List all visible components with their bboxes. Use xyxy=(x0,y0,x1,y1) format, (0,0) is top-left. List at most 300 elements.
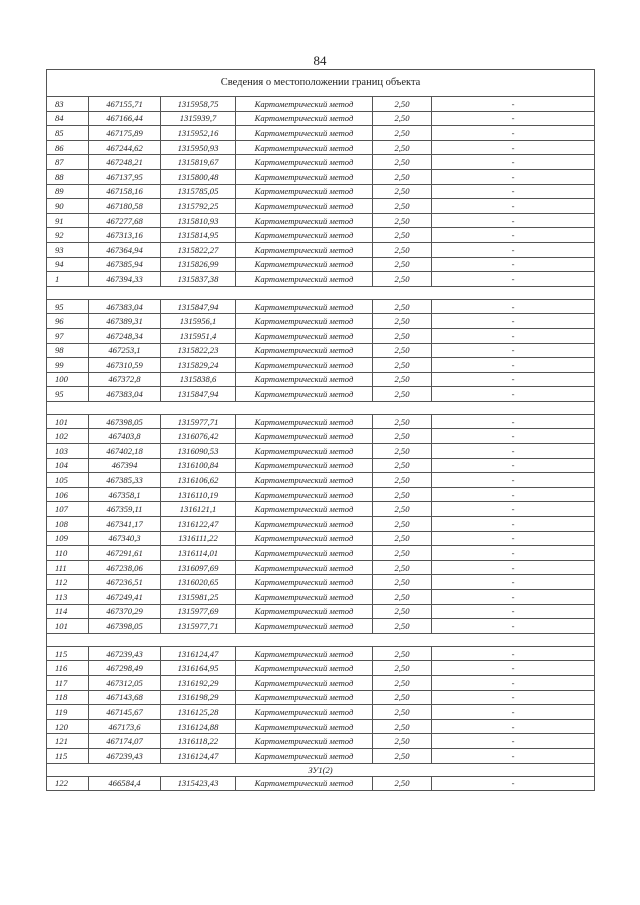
precision-cell: 2,50 xyxy=(373,619,432,634)
description-cell: - xyxy=(432,155,595,170)
description-cell: - xyxy=(432,314,595,329)
precision-cell: 2,50 xyxy=(373,690,432,705)
coord-y-cell: 1316114,01 xyxy=(161,546,236,561)
precision-cell: 2,50 xyxy=(373,748,432,763)
description-cell: - xyxy=(432,661,595,676)
description-cell: - xyxy=(432,242,595,257)
coord-x-cell: 467394 xyxy=(89,458,161,473)
precision-cell: 2,50 xyxy=(373,675,432,690)
coord-x-cell: 467364,94 xyxy=(89,242,161,257)
description-cell: - xyxy=(432,126,595,141)
description-cell: - xyxy=(432,372,595,387)
precision-cell: 2,50 xyxy=(373,734,432,749)
coord-x-cell: 467180,58 xyxy=(89,199,161,214)
table-row xyxy=(47,675,595,690)
precision-cell: 2,50 xyxy=(373,272,432,287)
description-cell: - xyxy=(432,111,595,126)
coord-x-cell: 467158,16 xyxy=(89,184,161,199)
description-cell: - xyxy=(432,328,595,343)
description-cell: - xyxy=(432,458,595,473)
description-cell: - xyxy=(432,272,595,287)
precision-cell: 2,50 xyxy=(373,429,432,444)
description-cell: - xyxy=(432,169,595,184)
point-number-cell: 101 xyxy=(47,414,89,429)
coord-y-cell: 1316122,47 xyxy=(161,517,236,532)
separator-cell xyxy=(47,401,595,414)
coord-y-cell: 1315939,7 xyxy=(161,111,236,126)
point-number-cell: 116 xyxy=(47,661,89,676)
method-cell: Картометрический метод xyxy=(236,560,373,575)
point-number-cell: 117 xyxy=(47,675,89,690)
precision-cell: 2,50 xyxy=(373,590,432,605)
table-row xyxy=(47,473,595,488)
coord-y-cell: 1315814,95 xyxy=(161,228,236,243)
method-cell: Картометрический метод xyxy=(236,343,373,358)
point-number-cell: 122 xyxy=(47,776,89,791)
point-number-cell: 97 xyxy=(47,328,89,343)
method-cell: Картометрический метод xyxy=(236,272,373,287)
coord-y-cell: 1315977,71 xyxy=(161,619,236,634)
coord-y-cell: 1315822,27 xyxy=(161,242,236,257)
point-number-cell: 92 xyxy=(47,228,89,243)
separator-row xyxy=(47,401,595,414)
method-cell: Картометрический метод xyxy=(236,531,373,546)
precision-cell: 2,50 xyxy=(373,444,432,459)
method-cell: Картометрический метод xyxy=(236,444,373,459)
method-cell: Картометрический метод xyxy=(236,169,373,184)
point-number-cell: 115 xyxy=(47,748,89,763)
table-row xyxy=(47,328,595,343)
method-cell: Картометрический метод xyxy=(236,97,373,112)
coord-y-cell: 1316090,53 xyxy=(161,444,236,459)
point-number-cell: 108 xyxy=(47,517,89,532)
point-number-cell: 100 xyxy=(47,372,89,387)
coord-x-cell: 467236,51 xyxy=(89,575,161,590)
point-number-cell: 101 xyxy=(47,619,89,634)
precision-cell: 2,50 xyxy=(373,646,432,661)
coord-y-cell: 1316110,19 xyxy=(161,487,236,502)
table-row xyxy=(47,314,595,329)
table-row xyxy=(47,372,595,387)
method-cell: Картометрический метод xyxy=(236,140,373,155)
point-number-cell: 91 xyxy=(47,213,89,228)
description-cell: - xyxy=(432,299,595,314)
coord-y-cell: 1316076,42 xyxy=(161,429,236,444)
point-number-cell: 88 xyxy=(47,169,89,184)
subsection-label: ЗУ1(2) xyxy=(47,763,595,776)
description-cell: - xyxy=(432,473,595,488)
table-row xyxy=(47,734,595,749)
method-cell: Картометрический метод xyxy=(236,487,373,502)
method-cell: Картометрический метод xyxy=(236,719,373,734)
table-row xyxy=(47,705,595,720)
coord-y-cell: 1315958,75 xyxy=(161,97,236,112)
coord-y-cell: 1316198,29 xyxy=(161,690,236,705)
coord-y-cell: 1316164,95 xyxy=(161,661,236,676)
precision-cell: 2,50 xyxy=(373,228,432,243)
coord-x-cell: 467385,94 xyxy=(89,257,161,272)
precision-cell: 2,50 xyxy=(373,502,432,517)
precision-cell: 2,50 xyxy=(373,531,432,546)
coord-x-cell: 467298,49 xyxy=(89,661,161,676)
coord-y-cell: 1315800,48 xyxy=(161,169,236,184)
method-cell: Картометрический метод xyxy=(236,546,373,561)
description-cell: - xyxy=(432,546,595,561)
coord-x-cell: 467277,68 xyxy=(89,213,161,228)
description-cell: - xyxy=(432,705,595,720)
precision-cell: 2,50 xyxy=(373,661,432,676)
coord-x-cell: 467398,05 xyxy=(89,619,161,634)
coord-y-cell: 1316118,22 xyxy=(161,734,236,749)
description-cell: - xyxy=(432,487,595,502)
point-number-cell: 93 xyxy=(47,242,89,257)
coord-x-cell: 467358,1 xyxy=(89,487,161,502)
method-cell: Картометрический метод xyxy=(236,776,373,791)
coord-y-cell: 1315826,99 xyxy=(161,257,236,272)
coord-y-cell: 1315838,6 xyxy=(161,372,236,387)
table-row xyxy=(47,299,595,314)
precision-cell: 2,50 xyxy=(373,546,432,561)
method-cell: Картометрический метод xyxy=(236,372,373,387)
table-row xyxy=(47,111,595,126)
precision-cell: 2,50 xyxy=(373,343,432,358)
coord-y-cell: 1316097,69 xyxy=(161,560,236,575)
coord-y-cell: 1315847,94 xyxy=(161,387,236,402)
table-row xyxy=(47,387,595,402)
point-number-cell: 115 xyxy=(47,646,89,661)
point-number-cell: 84 xyxy=(47,111,89,126)
coord-y-cell: 1315822,23 xyxy=(161,343,236,358)
coord-x-cell: 467248,34 xyxy=(89,328,161,343)
precision-cell: 2,50 xyxy=(373,776,432,791)
table-title: Сведения о местоположении границ объекта xyxy=(47,70,595,97)
method-cell: Картометрический метод xyxy=(236,228,373,243)
coord-y-cell: 1316125,28 xyxy=(161,705,236,720)
table-row xyxy=(47,429,595,444)
precision-cell: 2,50 xyxy=(373,575,432,590)
coord-y-cell: 1315950,93 xyxy=(161,140,236,155)
separator-cell xyxy=(47,633,595,646)
table-row xyxy=(47,97,595,112)
coord-y-cell: 1315847,94 xyxy=(161,299,236,314)
method-cell: Картометрический метод xyxy=(236,358,373,373)
coord-x-cell: 467244,62 xyxy=(89,140,161,155)
point-number-cell: 110 xyxy=(47,546,89,561)
point-number-cell: 90 xyxy=(47,199,89,214)
method-cell: Картометрический метод xyxy=(236,734,373,749)
precision-cell: 2,50 xyxy=(373,387,432,402)
coord-x-cell: 467389,31 xyxy=(89,314,161,329)
description-cell: - xyxy=(432,140,595,155)
coord-y-cell: 1315785,05 xyxy=(161,184,236,199)
precision-cell: 2,50 xyxy=(373,719,432,734)
point-number-cell: 103 xyxy=(47,444,89,459)
method-cell: Картометрический метод xyxy=(236,690,373,705)
description-cell: - xyxy=(432,719,595,734)
coord-x-cell: 467403,8 xyxy=(89,429,161,444)
table-row xyxy=(47,140,595,155)
coord-y-cell: 1315837,38 xyxy=(161,272,236,287)
precision-cell: 2,50 xyxy=(373,111,432,126)
method-cell: Картометрический метод xyxy=(236,242,373,257)
method-cell: Картометрический метод xyxy=(236,387,373,402)
coord-y-cell: 1315956,1 xyxy=(161,314,236,329)
precision-cell: 2,50 xyxy=(373,126,432,141)
point-number-cell: 99 xyxy=(47,358,89,373)
table-row xyxy=(47,242,595,257)
coord-x-cell: 467359,11 xyxy=(89,502,161,517)
point-number-cell: 119 xyxy=(47,705,89,720)
table-row xyxy=(47,719,595,734)
method-cell: Картометрический метод xyxy=(236,213,373,228)
precision-cell: 2,50 xyxy=(373,242,432,257)
method-cell: Картометрический метод xyxy=(236,590,373,605)
table-row xyxy=(47,546,595,561)
coord-y-cell: 1316111,22 xyxy=(161,531,236,546)
coord-x-cell: 467253,1 xyxy=(89,343,161,358)
coord-x-cell: 467239,43 xyxy=(89,748,161,763)
point-number-cell: 111 xyxy=(47,560,89,575)
point-number-cell: 87 xyxy=(47,155,89,170)
point-number-cell: 95 xyxy=(47,299,89,314)
description-cell: - xyxy=(432,184,595,199)
method-cell: Картометрический метод xyxy=(236,675,373,690)
coord-x-cell: 467310,59 xyxy=(89,358,161,373)
point-number-cell: 85 xyxy=(47,126,89,141)
point-number-cell: 96 xyxy=(47,314,89,329)
coord-x-cell: 467143,68 xyxy=(89,690,161,705)
coord-x-cell: 467291,61 xyxy=(89,546,161,561)
method-cell: Картометрический метод xyxy=(236,126,373,141)
coord-y-cell: 1315810,93 xyxy=(161,213,236,228)
precision-cell: 2,50 xyxy=(373,169,432,184)
table-row xyxy=(47,604,595,619)
table-row xyxy=(47,748,595,763)
coord-x-cell: 467238,06 xyxy=(89,560,161,575)
subsection-row xyxy=(47,763,595,776)
point-number-cell: 94 xyxy=(47,257,89,272)
description-cell: - xyxy=(432,734,595,749)
precision-cell: 2,50 xyxy=(373,560,432,575)
precision-cell: 2,50 xyxy=(373,705,432,720)
description-cell: - xyxy=(432,575,595,590)
description-cell: - xyxy=(432,590,595,605)
coord-y-cell: 1315423,43 xyxy=(161,776,236,791)
coord-x-cell: 466584,4 xyxy=(89,776,161,791)
coord-y-cell: 1316192,29 xyxy=(161,675,236,690)
coord-y-cell: 1316121,1 xyxy=(161,502,236,517)
method-cell: Картометрический метод xyxy=(236,414,373,429)
precision-cell: 2,50 xyxy=(373,487,432,502)
description-cell: - xyxy=(432,619,595,634)
coord-x-cell: 467175,89 xyxy=(89,126,161,141)
point-number-cell: 95 xyxy=(47,387,89,402)
table-row xyxy=(47,487,595,502)
separator-cell xyxy=(47,286,595,299)
boundary-coordinates-table xyxy=(46,69,595,791)
table-row xyxy=(47,776,595,791)
coord-x-cell: 467394,33 xyxy=(89,272,161,287)
method-cell: Картометрический метод xyxy=(236,199,373,214)
coord-x-cell: 467248,21 xyxy=(89,155,161,170)
method-cell: Картометрический метод xyxy=(236,575,373,590)
point-number-cell: 104 xyxy=(47,458,89,473)
coord-y-cell: 1316106,62 xyxy=(161,473,236,488)
table-row xyxy=(47,444,595,459)
coord-x-cell: 467398,05 xyxy=(89,414,161,429)
method-cell: Картометрический метод xyxy=(236,429,373,444)
point-number-cell: 1 xyxy=(47,272,89,287)
coord-x-cell: 467249,41 xyxy=(89,590,161,605)
coord-x-cell: 467239,43 xyxy=(89,646,161,661)
table-row xyxy=(47,560,595,575)
table-row xyxy=(47,661,595,676)
table-row xyxy=(47,228,595,243)
description-cell: - xyxy=(432,414,595,429)
description-cell: - xyxy=(432,444,595,459)
table-row xyxy=(47,646,595,661)
description-cell: - xyxy=(432,517,595,532)
description-cell: - xyxy=(432,387,595,402)
point-number-cell: 106 xyxy=(47,487,89,502)
method-cell: Картометрический метод xyxy=(236,646,373,661)
coord-y-cell: 1315951,4 xyxy=(161,328,236,343)
point-number-cell: 114 xyxy=(47,604,89,619)
point-number-cell: 107 xyxy=(47,502,89,517)
method-cell: Картометрический метод xyxy=(236,517,373,532)
description-cell: - xyxy=(432,199,595,214)
coord-y-cell: 1316124,47 xyxy=(161,748,236,763)
precision-cell: 2,50 xyxy=(373,458,432,473)
point-number-cell: 105 xyxy=(47,473,89,488)
method-cell: Картометрический метод xyxy=(236,184,373,199)
description-cell: - xyxy=(432,257,595,272)
method-cell: Картометрический метод xyxy=(236,502,373,517)
table-row xyxy=(47,126,595,141)
coord-x-cell: 467370,29 xyxy=(89,604,161,619)
description-cell: - xyxy=(432,429,595,444)
description-cell: - xyxy=(432,675,595,690)
description-cell: - xyxy=(432,358,595,373)
precision-cell: 2,50 xyxy=(373,155,432,170)
table-row xyxy=(47,343,595,358)
description-cell: - xyxy=(432,343,595,358)
table-row xyxy=(47,531,595,546)
table-row xyxy=(47,358,595,373)
coord-y-cell: 1315829,24 xyxy=(161,358,236,373)
method-cell: Картометрический метод xyxy=(236,299,373,314)
page-number: 84 xyxy=(313,53,327,68)
coord-y-cell: 1315952,16 xyxy=(161,126,236,141)
method-cell: Картометрический метод xyxy=(236,328,373,343)
description-cell: - xyxy=(432,213,595,228)
method-cell: Картометрический метод xyxy=(236,619,373,634)
precision-cell: 2,50 xyxy=(373,473,432,488)
precision-cell: 2,50 xyxy=(373,257,432,272)
coord-x-cell: 467173,6 xyxy=(89,719,161,734)
precision-cell: 2,50 xyxy=(373,299,432,314)
table-row xyxy=(47,458,595,473)
table-row xyxy=(47,690,595,705)
point-number-cell: 121 xyxy=(47,734,89,749)
coord-y-cell: 1315792,25 xyxy=(161,199,236,214)
coord-y-cell: 1315977,71 xyxy=(161,414,236,429)
coord-x-cell: 467166,44 xyxy=(89,111,161,126)
precision-cell: 2,50 xyxy=(373,358,432,373)
table-row xyxy=(47,155,595,170)
coord-x-cell: 467313,16 xyxy=(89,228,161,243)
precision-cell: 2,50 xyxy=(373,184,432,199)
method-cell: Картометрический метод xyxy=(236,748,373,763)
point-number-cell: 113 xyxy=(47,590,89,605)
coord-x-cell: 467137,95 xyxy=(89,169,161,184)
description-cell: - xyxy=(432,228,595,243)
method-cell: Картометрический метод xyxy=(236,705,373,720)
point-number-cell: 83 xyxy=(47,97,89,112)
precision-cell: 2,50 xyxy=(373,140,432,155)
precision-cell: 2,50 xyxy=(373,199,432,214)
table-row xyxy=(47,272,595,287)
separator-row xyxy=(47,286,595,299)
method-cell: Картометрический метод xyxy=(236,473,373,488)
coord-y-cell: 1316124,47 xyxy=(161,646,236,661)
table-row xyxy=(47,199,595,214)
point-number-cell: 86 xyxy=(47,140,89,155)
method-cell: Картометрический метод xyxy=(236,458,373,473)
precision-cell: 2,50 xyxy=(373,604,432,619)
table-row xyxy=(47,517,595,532)
point-number-cell: 112 xyxy=(47,575,89,590)
point-number-cell: 98 xyxy=(47,343,89,358)
method-cell: Картометрический метод xyxy=(236,314,373,329)
table-row xyxy=(47,414,595,429)
method-cell: Картометрический метод xyxy=(236,661,373,676)
table-row xyxy=(47,575,595,590)
description-cell: - xyxy=(432,748,595,763)
method-cell: Картометрический метод xyxy=(236,604,373,619)
coord-y-cell: 1315819,67 xyxy=(161,155,236,170)
description-cell: - xyxy=(432,776,595,791)
coord-y-cell: 1316020,65 xyxy=(161,575,236,590)
method-cell: Картометрический метод xyxy=(236,257,373,272)
coord-x-cell: 467385,33 xyxy=(89,473,161,488)
precision-cell: 2,50 xyxy=(373,517,432,532)
description-cell: - xyxy=(432,604,595,619)
table-row xyxy=(47,184,595,199)
coord-x-cell: 467341,17 xyxy=(89,517,161,532)
coord-y-cell: 1316124,88 xyxy=(161,719,236,734)
precision-cell: 2,50 xyxy=(373,213,432,228)
description-cell: - xyxy=(432,502,595,517)
table-row xyxy=(47,257,595,272)
description-cell: - xyxy=(432,97,595,112)
precision-cell: 2,50 xyxy=(373,97,432,112)
description-cell: - xyxy=(432,646,595,661)
point-number-cell: 109 xyxy=(47,531,89,546)
table-title-row xyxy=(47,70,595,97)
coord-x-cell: 467383,04 xyxy=(89,299,161,314)
precision-cell: 2,50 xyxy=(373,414,432,429)
table-row xyxy=(47,502,595,517)
point-number-cell: 120 xyxy=(47,719,89,734)
precision-cell: 2,50 xyxy=(373,372,432,387)
coord-x-cell: 467155,71 xyxy=(89,97,161,112)
table-row xyxy=(47,590,595,605)
method-cell: Картометрический метод xyxy=(236,155,373,170)
point-number-cell: 118 xyxy=(47,690,89,705)
coord-y-cell: 1315981,25 xyxy=(161,590,236,605)
coord-x-cell: 467402,18 xyxy=(89,444,161,459)
